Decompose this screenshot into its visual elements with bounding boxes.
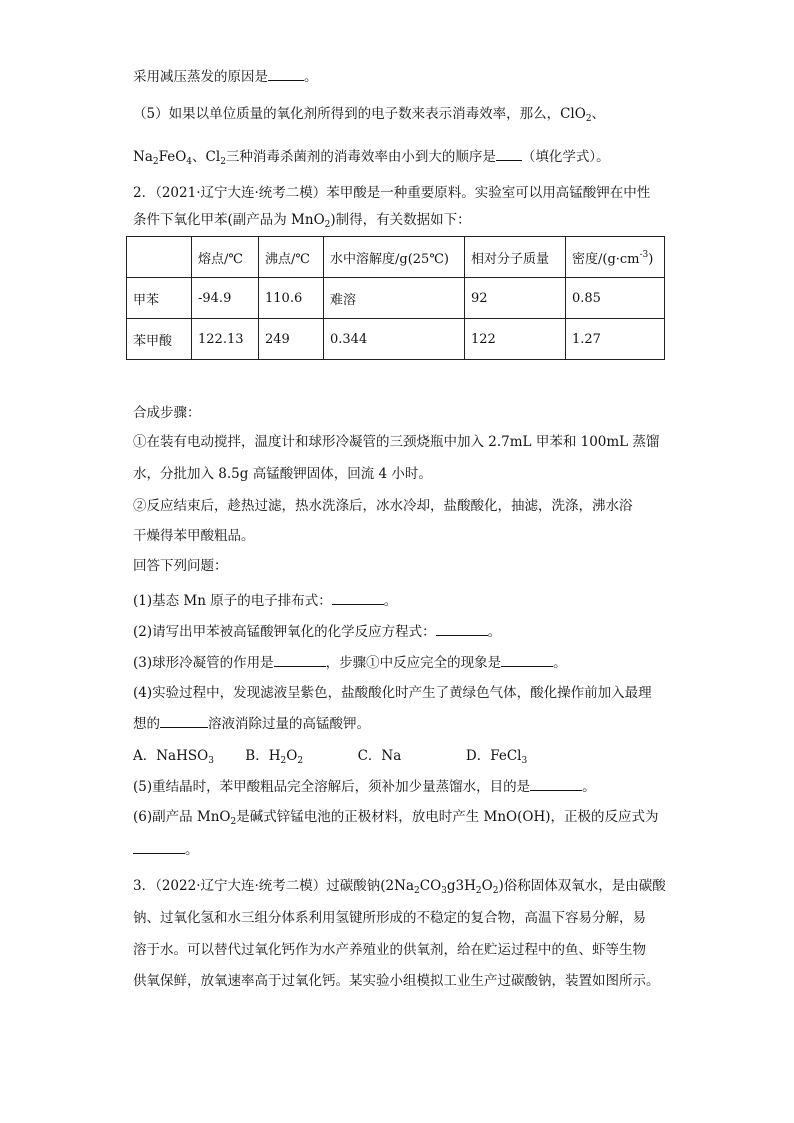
part4-line2: 想的 溶液消除过量的高锰酸钾。 [133, 713, 370, 734]
part3-line: (3)球形冷凝管的作用是 ，步骤①中反应完全的现象是 。 [133, 652, 567, 673]
formula: $(2Na_2CO_3g3H_2O_2)$ [380, 878, 504, 896]
part5-line2: $Na_2FeO_4$、$Cl_2$三种消毒杀菌剂的消毒效率由小到大的顺序是 （填化学式）。 [133, 146, 610, 167]
option-d[interactable]: D．FeCl$_3$ [465, 748, 528, 766]
table-cell: 0.344 [324, 319, 465, 360]
part2-line: (2)请写出甲苯被高锰酸钾氧化的化学反应方程式： 。 [133, 621, 501, 642]
answer-blank[interactable] [268, 66, 304, 81]
part5-line: (5)重结晶时，苯甲酸粗品完全溶解后，须补加少量蒸馏水，目的是 。 [133, 776, 596, 797]
option-c[interactable]: C．Na [357, 748, 402, 764]
table-row [127, 278, 665, 319]
answer-blank[interactable] [274, 652, 326, 667]
option-a[interactable]: A．NaHSO$_3$ [133, 748, 214, 766]
table-row [127, 319, 665, 360]
table-cell: 122.13 [192, 319, 259, 360]
table-cell: 苯甲酸 [127, 319, 192, 360]
answer-blank[interactable] [530, 776, 582, 791]
table-cell: 249 [259, 319, 324, 360]
table-cell: 1.27 [566, 319, 665, 360]
step2-line2: 干燥得苯甲酸粗品。 [133, 528, 255, 544]
q3-line4: 供氧保鲜，放氧速率高于过氧化钙。某实验小组模拟工业生产过碳酸钠，装置如图所示。 [133, 973, 660, 989]
answer-blank[interactable] [160, 713, 208, 728]
table-cell: 122 [465, 319, 566, 360]
options-line [133, 746, 574, 766]
properties-table [126, 236, 665, 360]
part6-line1: (6)副产品 MnO$_2$是碱式锌锰电池的正极材料，放电时产生 MnO(OH)，正极的反应式为 [133, 809, 659, 827]
table-header-cell: 相对分子质量 [465, 237, 566, 278]
part4-line1: (4)实验过程中，发现滤液呈紫色，盐酸酸化时产生了黄绿色气体，酸化操作前加入最理 [133, 685, 652, 701]
answer-title: 回答下列问题： [133, 558, 228, 574]
table-header-row [127, 237, 665, 278]
option-b[interactable]: B．$H_2O_2$ [245, 748, 304, 766]
table-cell: 0.85 [566, 278, 665, 319]
q2-header-line1: 2．（2021·辽宁大连·统考二模）苯甲酸是一种重要原料。实验室可以用高锰酸钾在中性 [133, 185, 651, 201]
table-header-cell: 沸点/℃ [259, 237, 324, 278]
answer-blank[interactable] [332, 590, 384, 605]
q3-line2: 钠、过氧化氢和水三组分体系利用氢键所形成的不稳定的复合物，高温下容易分解，易 [133, 910, 646, 926]
table-cell: -94.9 [192, 278, 259, 319]
step1-line2: 水，分批加入 8.5g 高锰酸钾固体，回流 4 小时。 [133, 466, 432, 482]
steps-title: 合成步骤： [133, 405, 201, 421]
part6-line2: 。 [133, 839, 199, 860]
q3-header-line1: 3．（2022·辽宁大连·统考二模）过碳酸钠$(2Na_2CO_3g3H_2O_2)$俗称固体双氧水，是由碳酸 [133, 878, 666, 896]
answer-blank[interactable] [496, 146, 522, 161]
reduced-pressure-line: 采用减压蒸发的原因是 。 [133, 66, 318, 87]
answer-blank[interactable] [133, 839, 185, 854]
table-cell: 难溶 [324, 278, 465, 319]
q3-line3: 溶于水。可以替代过氧化钙作为水产养殖业的供氧剂，给在贮运过程中的鱼、虾等生物 [133, 942, 646, 958]
table-cell: 92 [465, 278, 566, 319]
answer-blank[interactable] [436, 621, 488, 636]
part1-line: (1)基态 Mn 原子的电子排布式： 。 [133, 590, 397, 611]
step2-line1: ②反应结束后，趁热过滤，热水洗涤后，冰水冷却，盐酸酸化，抽滤，洗涤，沸水浴 [133, 498, 633, 514]
table-cell: 110.6 [259, 278, 324, 319]
table-cell: 甲苯 [127, 278, 192, 319]
answer-blank[interactable] [501, 652, 553, 667]
q2-header-line2: 条件下氧化甲苯(副产品为 MnO$_2$)制得，有关数据如下： [133, 212, 471, 230]
part5-line1: （5）如果以单位质量的氧化剂所得到的电子数来表示消毒效率，那么，ClO$_2$、 [133, 106, 606, 124]
table-header-cell: 熔点/℃ [192, 237, 259, 278]
table-header-cell [127, 237, 192, 278]
table-header-cell: 水中溶解度/g(25℃) [324, 237, 465, 278]
step1-line1: ①在装有电动搅拌，温度计和球形冷凝管的三颈烧瓶中加入 2.7mL 甲苯和 100mL 蒸馏 [133, 434, 660, 450]
table-header-cell-density: 密度$/(g\cdot cm^{-3})$ [566, 237, 665, 278]
